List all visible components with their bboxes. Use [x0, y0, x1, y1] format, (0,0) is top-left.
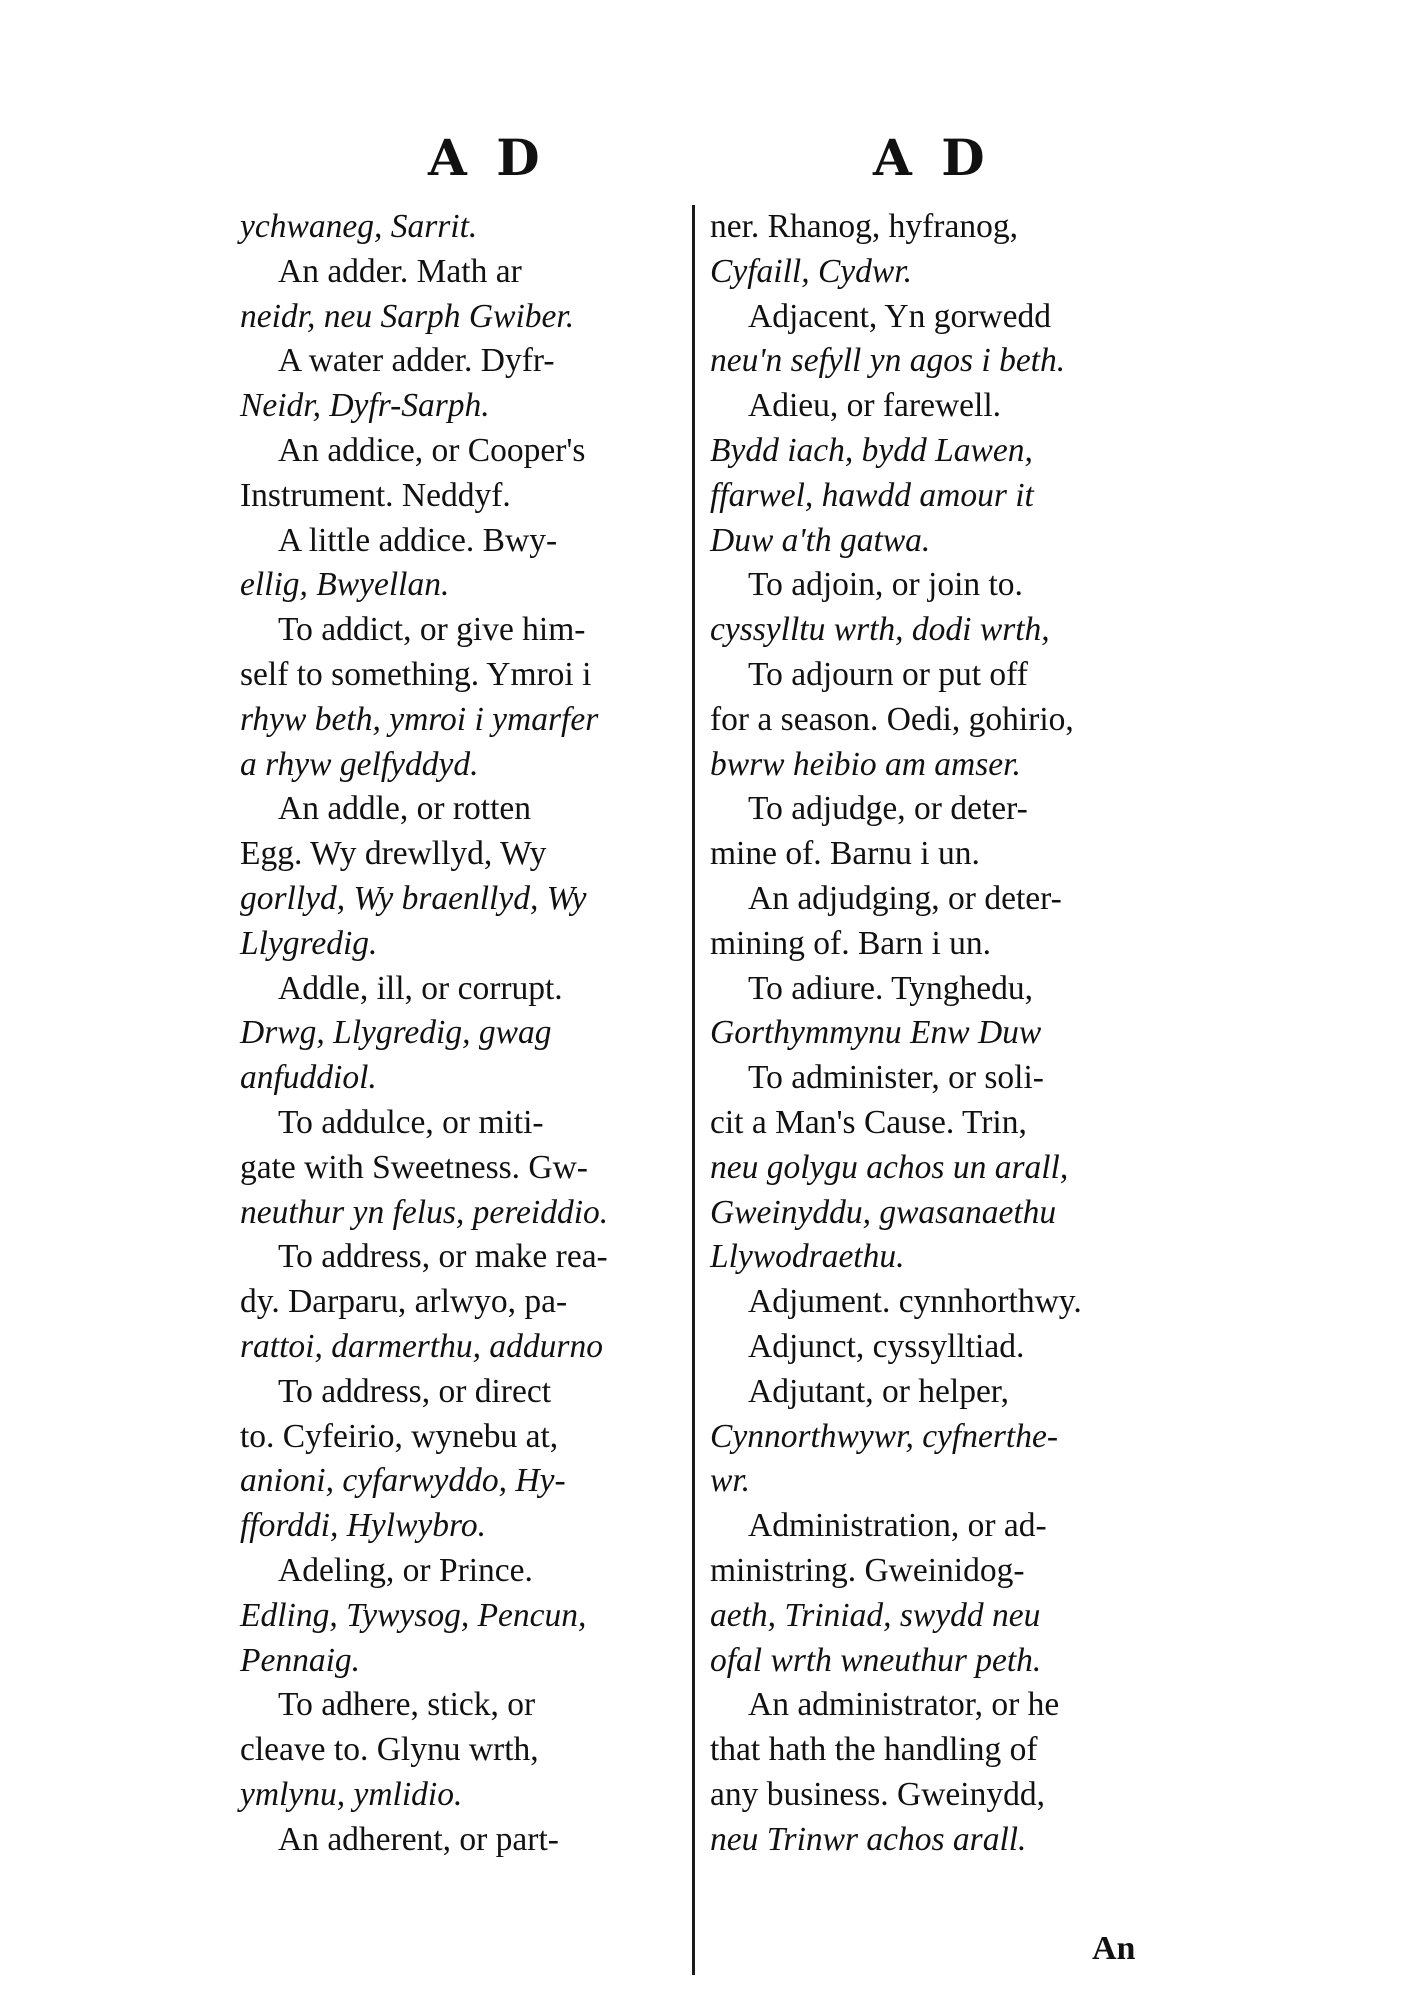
- entry-line: Edling, Tywysog, Pencun,: [240, 1596, 587, 1634]
- entry-line: gate with Sweetness. Gw-: [240, 1148, 588, 1186]
- entry-line: rattoi, darmerthu, addurno: [240, 1327, 603, 1365]
- entry-line: Adieu, or farewell.: [748, 387, 1002, 425]
- entry-line: Pennaig.: [240, 1641, 361, 1679]
- entry-line: Adjacent, Yn gorwedd: [748, 297, 1051, 335]
- entry-line: Instrument. Neddyf.: [240, 476, 511, 514]
- dictionary-entry: [240, 1370, 690, 1549]
- column-rule: [692, 205, 695, 1975]
- dictionary-entry: [710, 563, 1160, 653]
- dictionary-entry: [710, 877, 1160, 967]
- left-column: [240, 205, 690, 1862]
- entry-line: ymlynu, ymlidio.: [240, 1775, 463, 1813]
- entry-line: Drwg, Llygredig, gwag: [240, 1014, 552, 1052]
- entry-line: Adjument. cynnhorthwy.: [748, 1283, 1082, 1321]
- entry-line: to. Cyfeirio, wynebu at,: [240, 1417, 559, 1455]
- entry-line: To address, or make rea-: [278, 1238, 608, 1276]
- dictionary-entry: [240, 608, 690, 787]
- entry-line: self to something. Ymroi i: [240, 655, 592, 693]
- entry-line: cleave to. Glynu wrth,: [240, 1731, 539, 1769]
- entry-line: To address, or direct: [278, 1372, 552, 1410]
- entry-line: that hath the handling of: [710, 1731, 1038, 1769]
- entry-line: Addle, ill, or corrupt.: [278, 969, 563, 1007]
- entry-line: mining of. Barn i un.: [710, 924, 992, 962]
- catchword: An: [1092, 1930, 1136, 1967]
- entry-line: To administer, or soli-: [748, 1059, 1044, 1097]
- dictionary-entry: [710, 295, 1160, 385]
- running-head-left: A D: [428, 128, 546, 187]
- entry-line: Adeling, or Prince.: [278, 1551, 533, 1589]
- dictionary-entry: [240, 1683, 690, 1817]
- entry-line: An addle, or rotten: [278, 790, 532, 828]
- entry-line: ofal wrth wneuthur peth.: [710, 1641, 1042, 1679]
- entry-line: Adjutant, or helper,: [748, 1372, 1009, 1410]
- right-column: [710, 205, 1160, 1862]
- entry-line: A little addice. Bwy-: [278, 521, 558, 559]
- dictionary-entry: [240, 787, 690, 966]
- entry-line: neidr, neu Sarph Gwiber.: [240, 297, 575, 335]
- entry-line: any business. Gweinydd,: [710, 1775, 1045, 1813]
- entry-line: anfuddiol.: [240, 1059, 377, 1097]
- entry-line: Llywodraethu.: [710, 1238, 905, 1276]
- entry-line: neu Trinwr achos arall.: [710, 1820, 1027, 1858]
- entry-line: cit a Man's Cause. Trin,: [710, 1103, 1027, 1141]
- dictionary-entry: [240, 967, 690, 1101]
- dictionary-entry: [240, 205, 690, 250]
- entry-line: To addict, or give him-: [278, 611, 586, 649]
- entry-line: An adjudging, or deter-: [748, 879, 1062, 917]
- entry-line: gorllyd, Wy braenllyd, Wy: [240, 879, 587, 917]
- entry-line: An adherent, or part-: [278, 1820, 559, 1858]
- dictionary-entry: [240, 250, 690, 340]
- entry-line: ychwaneg, Sarrit.: [240, 208, 478, 245]
- dictionary-entry: [710, 1504, 1160, 1683]
- entry-line: neu'n sefyll yn agos i beth.: [710, 342, 1066, 380]
- entry-line: To adhere, stick, or: [278, 1686, 536, 1724]
- entry-line: Cyfaill, Cydwr.: [710, 252, 912, 290]
- entry-line: Gorthymmynu Enw Duw: [710, 1014, 1042, 1052]
- entry-line: An administrator, or he: [748, 1686, 1060, 1724]
- entry-line: Administration, or ad-: [748, 1507, 1047, 1545]
- entry-line: Adjunct, cyssylltiad.: [748, 1327, 1025, 1365]
- dictionary-entry: [710, 1325, 1160, 1370]
- entry-line: wr.: [710, 1462, 751, 1500]
- dictionary-entry: [710, 1683, 1160, 1862]
- dictionary-entry: [710, 787, 1160, 877]
- entry-line: for a season. Oedi, gohirio,: [710, 700, 1074, 738]
- dictionary-entry: [710, 1370, 1160, 1504]
- entry-line: cyssylltu wrth, dodi wrth,: [710, 611, 1050, 649]
- entry-line: Egg. Wy drewllyd, Wy: [240, 835, 547, 873]
- dictionary-entry: [240, 519, 690, 609]
- dictionary-entry: [710, 205, 1160, 295]
- dictionary-entry: [240, 339, 690, 429]
- entry-line: Gweinyddu, gwasanaethu: [710, 1193, 1057, 1231]
- dictionary-entry: [710, 653, 1160, 787]
- entry-line: neuthur yn felus, pereiddio.: [240, 1193, 609, 1231]
- entry-line: To addulce, or miti-: [278, 1103, 544, 1141]
- entry-line: aeth, Triniad, swydd neu: [710, 1596, 1041, 1634]
- entry-line: To adiure. Tynghedu,: [748, 969, 1033, 1007]
- entry-line: Llygredig.: [240, 924, 378, 962]
- entry-line: rhyw beth, ymroi i ymarfer: [240, 700, 599, 738]
- dictionary-entry: [240, 1818, 690, 1863]
- entry-line: ffarwel, hawdd amour it: [710, 476, 1034, 514]
- entry-line: bwrw heibio am amser.: [710, 745, 1021, 783]
- dictionary-entry: [710, 1056, 1160, 1280]
- entry-line: To adjudge, or deter-: [748, 790, 1028, 828]
- dictionary-entry: [240, 429, 690, 519]
- entry-line: neu golygu achos un arall,: [710, 1148, 1069, 1186]
- dictionary-entry: [240, 1235, 690, 1369]
- entry-line: Cynnorthwywr, cyfnerthe-: [710, 1417, 1058, 1455]
- entry-line: a rhyw gelfyddyd.: [240, 745, 479, 783]
- running-head-right: A D: [873, 128, 991, 187]
- entry-line: dy. Darparu, arlwyo, pa-: [240, 1283, 568, 1321]
- entry-line: ner. Rhanog, hyfranog,: [710, 208, 1018, 245]
- entry-line: To adjoin, or join to.: [748, 566, 1023, 604]
- entry-line: anioni, cyfarwyddo, Hy-: [240, 1462, 566, 1500]
- dictionary-entry: [240, 1101, 690, 1235]
- dictionary-entry: [710, 967, 1160, 1057]
- dictionary-entry: [710, 384, 1160, 563]
- entry-line: An adder. Math ar: [278, 252, 522, 290]
- dictionary-entry: [240, 1549, 690, 1683]
- entry-line: fforddi, Hylwybro.: [240, 1507, 486, 1545]
- dictionary-entry: [710, 1280, 1160, 1325]
- entry-line: mine of. Barnu i un.: [710, 835, 980, 873]
- entry-line: ministring. Gweinidog-: [710, 1551, 1025, 1589]
- entry-line: An addice, or Cooper's: [278, 431, 586, 469]
- entry-line: Neidr, Dyfr-Sarph.: [240, 387, 490, 425]
- entry-line: ellig, Bwyellan.: [240, 566, 450, 604]
- entry-line: To adjourn or put off: [748, 655, 1028, 693]
- entry-line: Bydd iach, bydd Lawen,: [710, 431, 1033, 469]
- entry-line: Duw a'th gatwa.: [710, 521, 931, 559]
- entry-line: A water adder. Dyfr-: [278, 342, 555, 380]
